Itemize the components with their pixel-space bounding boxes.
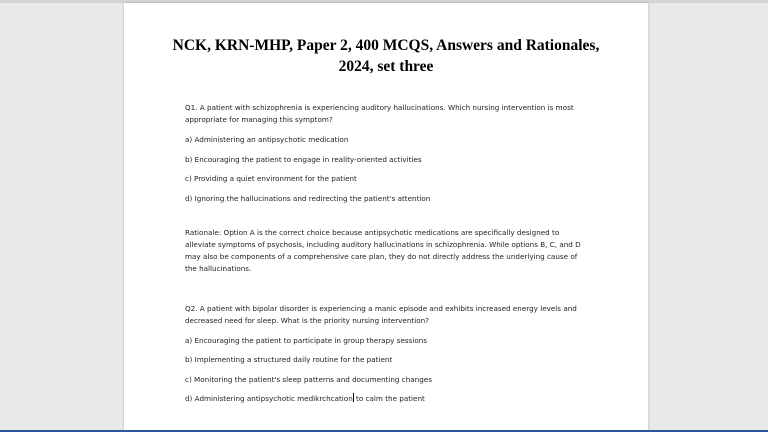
document-body[interactable] <box>185 102 589 413</box>
question-1-rationale: Rationale: Option A is the correct choice because antipsychotic medications are specifically designed to alleviate symptoms of psychosis, including auditory hallucinations in schizophrenia. While options B, C, and D may also be components of a comprehensive care plan, they do not directly address the underlying cause of the hallucinations. <box>185 227 581 273</box>
document-page[interactable] <box>124 3 648 432</box>
question-2-option-d <box>185 393 589 405</box>
question-2-option-a: a) Encouraging the patient to participate in group therapy sessions <box>185 335 428 345</box>
question-2-option-c: c) Monitoring the patient's sleep patterns and documenting changes <box>185 374 432 384</box>
question-2-text: Q2. A patient with bipolar disorder is experiencing a manic episode and exhibits increased energy levels and decreased need for sleep. What is the priority nursing intervention? <box>185 303 577 325</box>
option-d-text-before-cursor: d) Administering antipsychotic medikrchcation <box>185 394 353 403</box>
document-title: NCK, KRN-MHP, Paper 2, 400 MCQS, Answers and Rationales, 2024, set three <box>172 37 600 75</box>
question-1-option-c: c) Providing a quiet environment for the patient <box>185 174 357 183</box>
question-1-option-a: a) Administering an antipsychotic medication <box>185 135 349 144</box>
question-1-option-d: d) Ignoring the hallucinations and redirecting the patient's attention <box>185 193 431 203</box>
question-1-option-b: b) Encouraging the patient to engage in reality-oriented activities <box>185 154 422 164</box>
question-2-option-b: b) Implementing a structured daily routine for the patient <box>185 355 393 364</box>
option-d-text-after-cursor: to calm the patient <box>353 394 425 403</box>
question-1-text: Q1. A patient with schizophrenia is experiencing auditory hallucinations. Which nursing intervention is most appropriate for managing this symptom? <box>185 103 574 124</box>
